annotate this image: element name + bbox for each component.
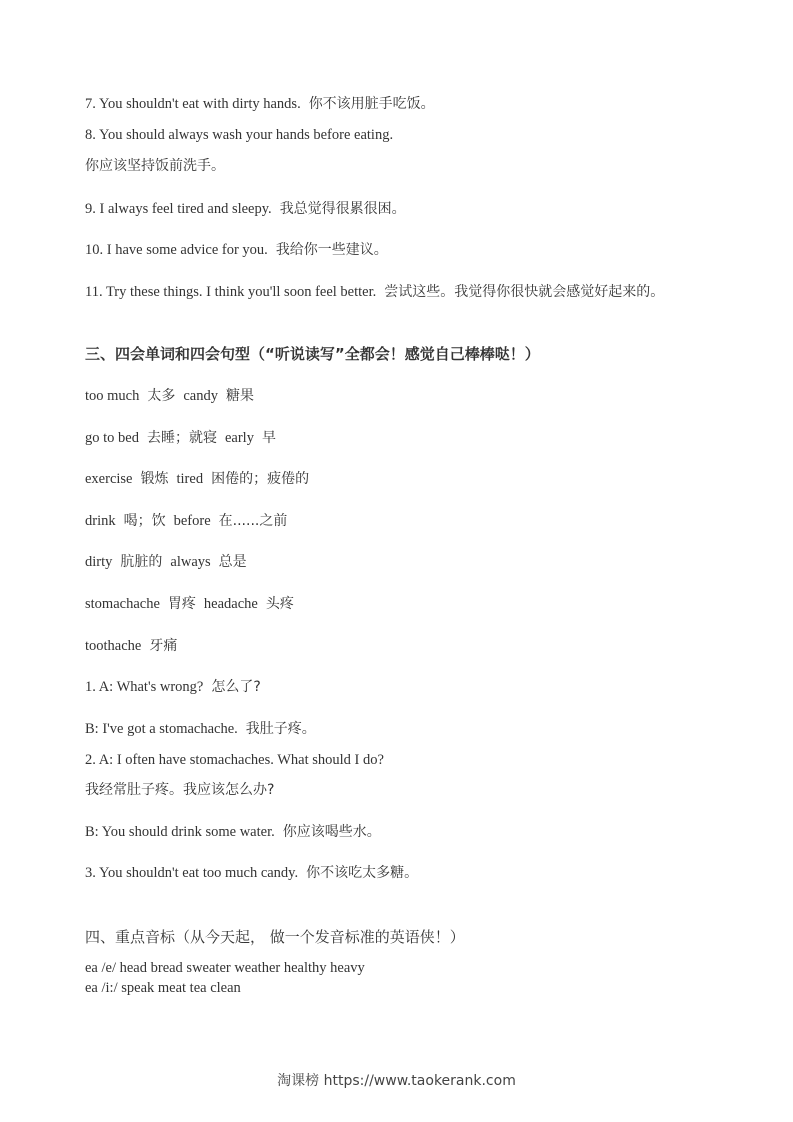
sentence-zh: 尝试这些。我觉得你很快就会感觉好起来的。 xyxy=(384,284,665,300)
sentence-en: 2. A: I often have stomachaches. What should I do? xyxy=(85,752,384,768)
vocab-meaning: 锻炼 xyxy=(140,471,169,487)
vocab-meaning: 头疼 xyxy=(265,596,294,612)
phonetic-line: ea /i:/ speak meat tea clean xyxy=(85,980,241,996)
sentence-8 xyxy=(85,125,393,145)
vocab-row xyxy=(85,594,294,614)
dialogue-line xyxy=(85,677,261,697)
sentence-zh: 你应该坚持饭前洗手。 xyxy=(85,158,225,174)
sentence-en: 7. You shouldn't eat with dirty hands. xyxy=(85,96,301,112)
section4-heading: 四、重点音标（从今天起， 做一个发音标准的英语侠！） xyxy=(85,928,465,946)
section3-heading: 三、四会单词和四会句型（“听说读写”全都会！感觉自己棒棒哒！） xyxy=(85,345,540,363)
sentence-en: 8. You should always wash your hands before eating. xyxy=(85,127,394,143)
dialogue-line xyxy=(85,822,381,842)
vocab-word: candy xyxy=(183,388,218,404)
vocab-row xyxy=(85,469,309,489)
vocab-meaning: 在......之前 xyxy=(218,513,288,529)
sentence-zh: 我总觉得很累很困。 xyxy=(279,201,406,217)
sentence-zh: 你不该吃太多糖。 xyxy=(306,865,419,881)
vocab-meaning: 早 xyxy=(261,430,276,446)
dialogue-line xyxy=(85,780,274,800)
sentence-en: 11. Try these things. I think you'll soon feel better. xyxy=(85,284,377,300)
dialogue-line xyxy=(85,863,418,883)
vocab-meaning: 总是 xyxy=(218,554,247,570)
vocab-word: too much xyxy=(85,388,140,404)
vocab-word: drink xyxy=(85,513,116,529)
sentence-en: 3. You shouldn't eat too much candy. xyxy=(85,865,299,881)
vocab-row xyxy=(85,386,254,406)
sentence-8-translation xyxy=(85,156,225,176)
sentence-zh: 你不该用脏手吃饭。 xyxy=(308,96,435,112)
sentence-9 xyxy=(85,199,406,219)
sentence-10 xyxy=(85,240,388,260)
footer-watermark: 淘课榜 https://www.taokerank.com xyxy=(277,1073,516,1089)
dialogue-line xyxy=(85,719,316,739)
vocab-word: always xyxy=(170,554,211,570)
vocab-word: dirty xyxy=(85,554,113,570)
vocab-row xyxy=(85,511,287,531)
sentence-en: 10. I have some advice for you. xyxy=(85,242,268,258)
vocab-word: early xyxy=(224,430,254,446)
sentence-zh: 我给你一些建议。 xyxy=(275,242,388,258)
vocab-word: before xyxy=(173,513,211,529)
sentence-zh: 我肚子疼。 xyxy=(245,721,316,737)
vocab-meaning: 去睡；就寝 xyxy=(146,430,217,446)
vocab-row xyxy=(85,428,276,448)
vocab-meaning: 胃疼 xyxy=(167,596,196,612)
vocab-word: tired xyxy=(176,471,204,487)
sentence-11 xyxy=(85,282,664,302)
vocab-word: headache xyxy=(203,596,258,612)
phonetic-line: ea /e/ head bread sweater weather healthy heavy xyxy=(85,960,365,976)
sentence-zh: 我经常肚子疼。我应该怎么办? xyxy=(85,782,275,798)
vocab-meaning: 糖果 xyxy=(226,388,254,404)
vocab-word: exercise xyxy=(85,471,133,487)
sentence-en: B: You should drink some water. xyxy=(85,824,275,840)
sentence-7 xyxy=(85,94,435,114)
vocab-meaning: 肮脏的 xyxy=(120,554,163,570)
vocab-meaning: 太多 xyxy=(147,388,176,404)
vocab-row xyxy=(85,552,247,572)
vocab-meaning: 困倦的；疲倦的 xyxy=(211,471,310,487)
sentence-en: 1. A: What's wrong? xyxy=(85,679,204,695)
dialogue-line xyxy=(85,750,384,770)
sentence-en: B: I've got a stomachache. xyxy=(85,721,238,737)
vocab-meaning: 牙痛 xyxy=(149,638,178,654)
vocab-meaning: 喝；饮 xyxy=(123,513,166,529)
vocab-word: stomachache xyxy=(85,596,160,612)
sentence-zh: 你应该喝些水。 xyxy=(282,824,381,840)
sentence-zh: 怎么了? xyxy=(211,679,261,695)
vocab-word: toothache xyxy=(85,638,142,654)
vocab-row xyxy=(85,636,177,656)
vocab-word: go to bed xyxy=(85,430,139,446)
sentence-en: 9. I always feel tired and sleepy. xyxy=(85,201,272,217)
